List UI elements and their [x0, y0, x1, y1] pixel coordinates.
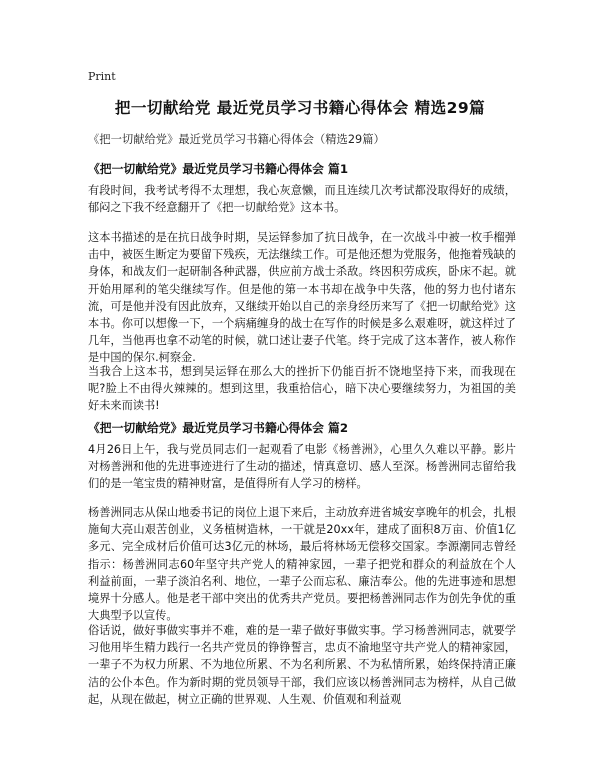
section-1-paragraph-2: 这本书描述的是在抗日战争时期，吴运铎参加了抗日战争，在一次战斗中被一枚手榴弹击中，被医生断定为要留下残疾，无法继续工作。可是他还想为党服务，他拖着残缺的身体，和战友们一起研制各种武器，供应前方战士杀敌。终因积劳成疾，卧床不起。就开始用犀利的笔尖继续写作。但是他的第一本书却在战争中失落，他的努力也付诸东流，可是他并没有因此放弃，又继续开始以自己的亲身经历来写了《把一切献给党》这本书。你可以想像一下，一个病痛缠身的战士在写作的时候是多么艰难呀，就这样过了几年，当他再也拿不动笔的时候，就口述让妻子代笔。终于完成了这本著作，被人称作是中国的保尔.柯察金.	[88, 231, 516, 365]
section-2-paragraph-3: 俗话说，做好事做实事并不难，难的是一辈子做好事做实事。学习杨善洲同志，就要学习他用毕生精力践行一名共产党员的铮铮誓言，忠贞不渝地坚守共产党人的精神家园，一辈子不为权力所累、不为地位所累、不为名利所累、不为私情所累，始终保持清正廉洁的公仆本色。作为新时期的党员领导干部，我们应该以杨善洲同志为榜样，从自己做起，从现在做起，树立正确的世界观、人生观、价值观和利益观	[88, 624, 516, 706]
section-1-paragraph-1: 有段时间，我考试考得不太理想，我心灰意懒，而且连续几次考试都没取得好的成绩，郁闷之下我不经意翻开了《把一切献给党》这本书。	[88, 184, 516, 215]
section-2-heading: 《把一切献给党》最近党员学习书籍心得体会 篇2	[88, 421, 349, 435]
section-1-heading: 《把一切献给党》最近党员学习书籍心得体会 篇1	[88, 162, 349, 176]
print-label[interactable]: Print	[88, 70, 116, 83]
section-2-paragraph-1: 4月26日上午，我与党员同志们一起观看了电影《杨善洲》，心里久久难以平静。影片对杨善洲和他的先进事迹进行了生动的描述，情真意切、感人至深。杨善洲同志留给我们的是一笔宝贵的精神财富，是值得所有人学习的榜样。	[88, 443, 516, 491]
document-title: 把一切献给党 最近党员学习书籍心得体会 精选29篇	[114, 99, 486, 117]
section-1-paragraph-3: 当我合上这本书，想到吴运铎在那么大的挫折下仍能百折不饶地坚持下来，而我现在呢?脸上不由得火辣辣的。想到这里，我重拾信心，暗下决心要继续努力，为祖国的美好未来而读书!	[88, 365, 516, 413]
document-subtitle: 《把一切献给党》最近党员学习书籍心得体会（精选29篇）	[88, 133, 385, 146]
section-2-paragraph-2: 杨善洲同志从保山地委书记的岗位上退下来后，主动放弃进省城安享晚年的机会，扎根施甸大亮山艰苦创业，义务植树造林，一干就是20xx年，建成了面积8万亩、价值1亿多元、完全成材后价值可达3亿元的林场，最后将林场无偿移交国家。李源潮同志曾经指示：杨善洲同志60年坚守共产党人的精神家园，一辈子把党和群众的利益放在个人利益前面，一辈子淡泊名利、地位，一辈子公而忘私、廉洁奉公。他的先进事迹和思想境界十分感人。他是老干部中突出的优秀共产党员。要把杨善洲同志作为创先争优的重大典型予以宣传。	[88, 506, 516, 623]
